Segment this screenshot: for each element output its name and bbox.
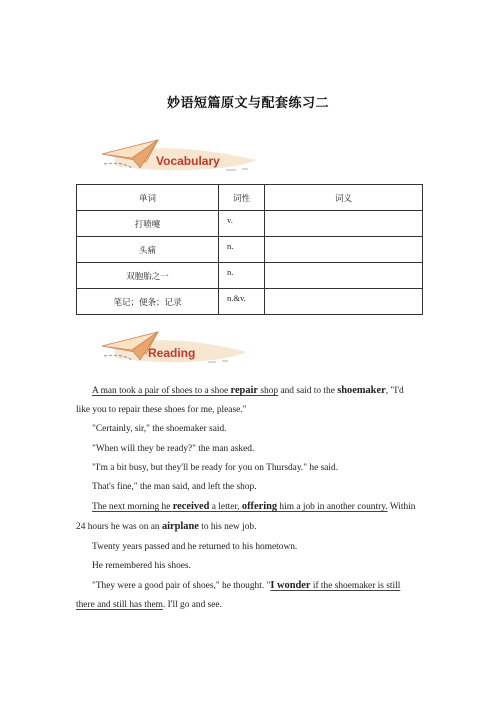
paragraph: "I'm a bit busy, but they'll be ready for you on Thursday." he said. bbox=[92, 462, 339, 473]
paragraph bbox=[76, 381, 416, 420]
text-span: him a job in another country. bbox=[277, 502, 388, 513]
text-span: Within 24 hours he was on an bbox=[76, 502, 416, 533]
table-row bbox=[77, 237, 423, 263]
text-span: a letter, bbox=[209, 502, 242, 513]
vocabulary-table bbox=[76, 184, 423, 315]
meaning-cell[interactable] bbox=[265, 211, 423, 237]
pos-cell: n. bbox=[219, 263, 265, 289]
pos-cell: n.&v. bbox=[219, 289, 265, 315]
header-meaning: 词义 bbox=[265, 185, 423, 211]
text-span: "They were a good pair of shoes," he thought. " bbox=[92, 581, 271, 592]
paragraph: He remembered his shoes. bbox=[92, 560, 191, 571]
keyword-shoemaker: shoemaker bbox=[337, 385, 386, 396]
table-header-row bbox=[77, 185, 423, 211]
keyword-received: received bbox=[172, 501, 210, 513]
word-cell: 打喷嚏 bbox=[77, 211, 219, 237]
paragraph: "When will they be ready?" the man asked. bbox=[92, 443, 255, 454]
page-title: 妙语短篇原文与配套练习二 bbox=[166, 96, 329, 111]
reading-banner bbox=[96, 326, 266, 372]
text-span: , "I'd like you to repair these shoes for me, please." bbox=[76, 386, 404, 416]
reading-label: Reading bbox=[148, 346, 196, 360]
table-row bbox=[77, 289, 423, 315]
keyword-airplane: airplane bbox=[161, 521, 199, 533]
paragraph bbox=[76, 576, 416, 615]
text-span: and said to the bbox=[278, 386, 338, 396]
meaning-cell[interactable] bbox=[265, 237, 423, 263]
header-word: 单词 bbox=[77, 185, 219, 211]
header-pos: 词性 bbox=[219, 185, 265, 211]
word-cell: 双胞胎之一 bbox=[77, 263, 219, 289]
meaning-cell[interactable] bbox=[265, 263, 423, 289]
keyword-repair: repair bbox=[230, 385, 259, 396]
word-cell: 头痛 bbox=[77, 237, 219, 263]
reading-passage bbox=[76, 381, 416, 615]
pos-cell: n. bbox=[219, 237, 265, 263]
pos-cell: v. bbox=[219, 211, 265, 237]
paragraph bbox=[76, 497, 416, 537]
table-row bbox=[77, 211, 423, 237]
text-span: if the shoemaker is still there and still has them bbox=[76, 581, 401, 611]
text-span: to his new job. bbox=[198, 522, 257, 533]
paragraph: That's fine," the man said, and left the shop. bbox=[92, 482, 257, 493]
paragraph: "Certainly, sir," the shoemaker said. bbox=[92, 424, 227, 435]
text-span: The next morning he bbox=[92, 502, 173, 513]
word-cell: 笔记；便条；记录 bbox=[77, 289, 219, 315]
text-span: A man took a pair of shoes to a shoe bbox=[92, 386, 231, 396]
vocabulary-label: Vocabulary bbox=[156, 154, 220, 168]
table-row bbox=[77, 263, 423, 289]
paragraph: Twenty years passed and he returned to his hometown. bbox=[92, 541, 298, 552]
text-span: shop bbox=[258, 386, 279, 396]
meaning-cell[interactable] bbox=[265, 289, 423, 315]
keyword-offering: offering bbox=[241, 501, 278, 513]
keyword-i-wonder: I wonder bbox=[270, 580, 311, 592]
text-span: . I'll go and see. bbox=[162, 600, 222, 611]
vocabulary-banner bbox=[96, 134, 266, 180]
